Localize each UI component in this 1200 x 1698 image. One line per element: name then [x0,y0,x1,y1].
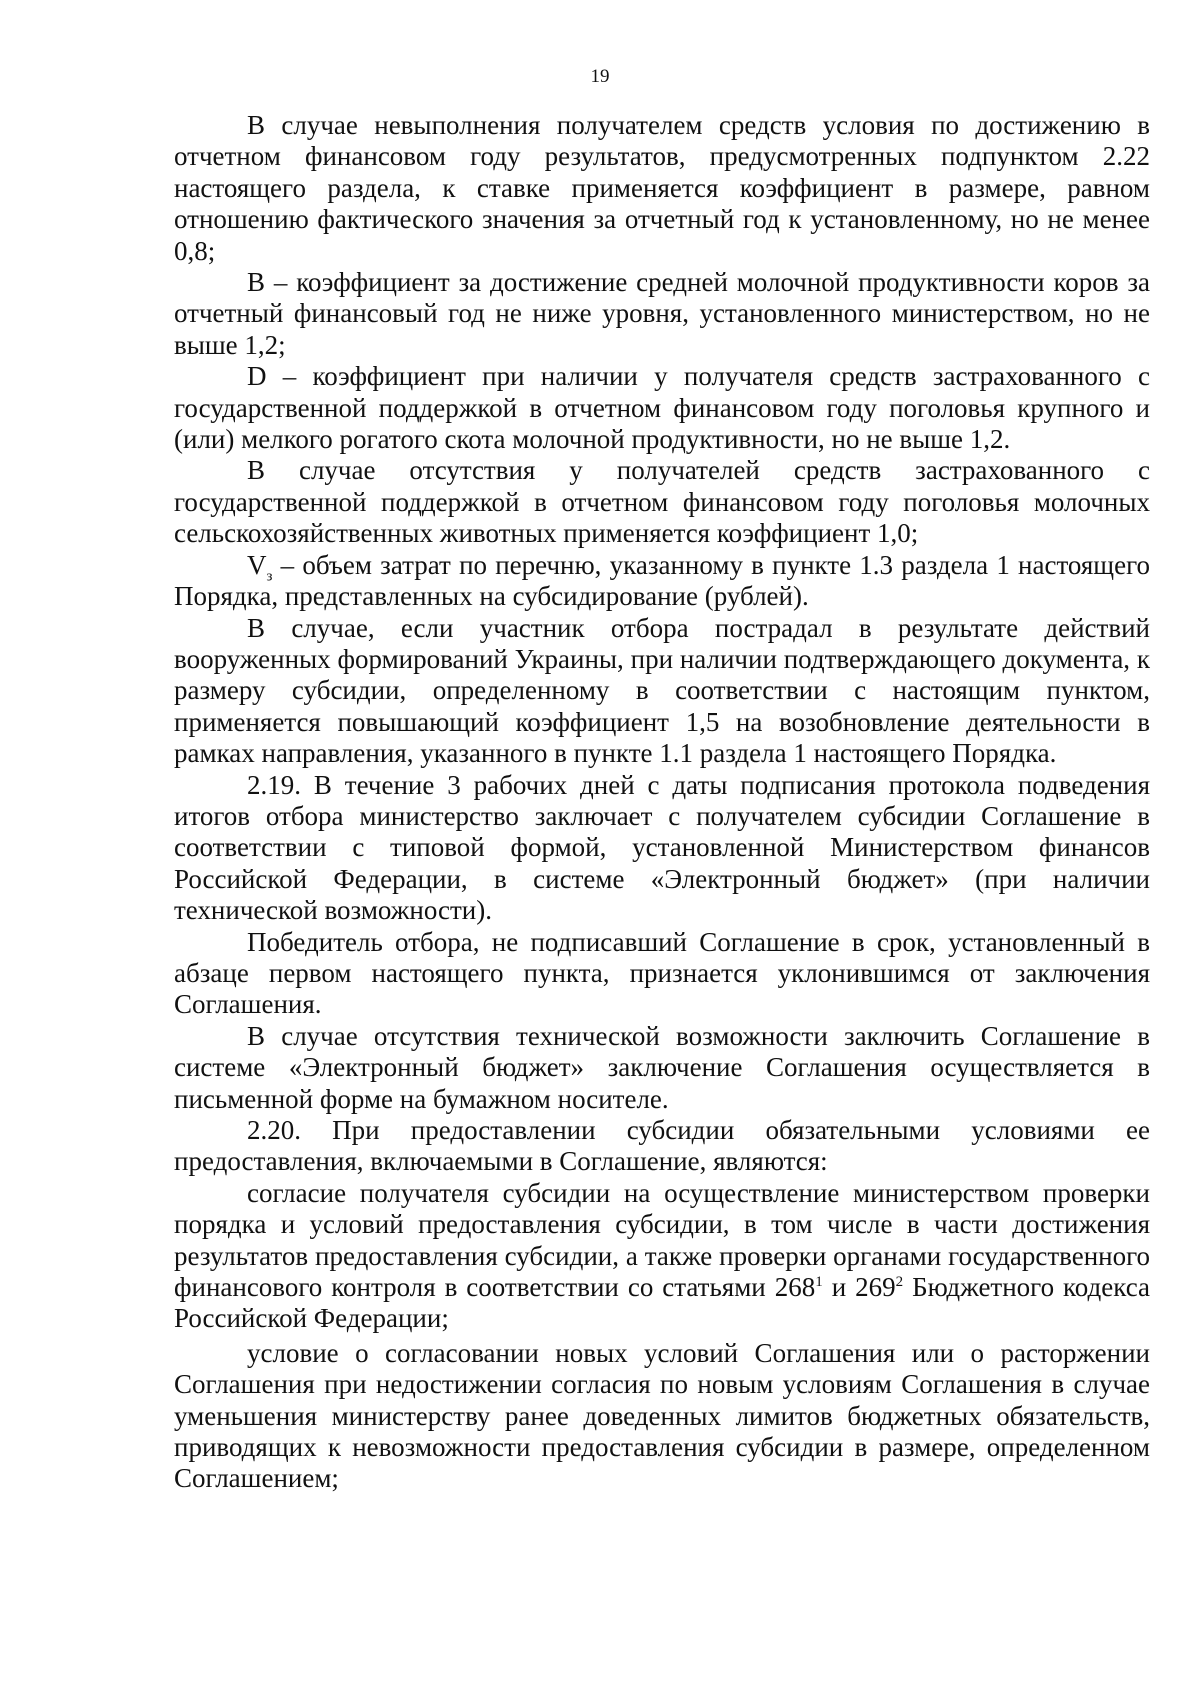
paragraph-volume-of-costs [174,550,1150,613]
article-269-superscript: 2 [895,1274,904,1291]
paragraph-coefficient-b: B – коэффициент за достижение средней молочной продуктивности коров за отчетный финансовый год не ниже уровня, установленного министерством, но не выше 1,2; [174,267,1150,360]
article-268-superscript: 1 [815,1274,823,1291]
volume-symbol: V [247,549,267,580]
paragraph-coefficient-a-condition: В случае невыполнения получателем средств условия по достижению в отчетном финансовом году результатов, предусмотренных подпунктом 2.22 настоящего раздела, к ставке применяется коэффициент в размере, равном отношению фактического значения за отчетный год к установленному, но не менее 0,8; [174,110,1150,266]
paragraph-agreement-amendment: условие о согласовании новых условий Соглашения или о расторжении Соглашения при недостижении согласия по новым условиям Соглашения в случае уменьшения министерству ранее доведенных лимитов бюджетных обязательств, приводящих к невозможности предоставления субсидии в размере, определенном Соглашением; [174,1337,1150,1494]
consent-text-b: и 269 [822,1272,896,1303]
volume-description: – объем затрат по перечню, указанному в пункте 1.3 раздела 1 настоящего Порядка, представленных на субсидирование (рублей). [174,549,1150,612]
paragraph-2-19: 2.19. В течение 3 рабочих дней с даты подписания протокола подведения итогов отбора министерство заключает с получателем субсидии Соглашение в соответствии с типовой формой, установленной Министерством финансов Российской Федерации, в системе «Электронный бюджет» (при наличии технической возможности). [174,769,1150,926]
volume-symbol-subscript: з [266,568,273,585]
paragraph-winner-not-signed: Победитель отбора, не подписавший Соглашение в срок, установленный в абзаце первом настоящего пункта, признается уклонившимся от заключения Соглашения. [174,926,1150,1020]
paragraph-2-20: 2.20. При предоставлении субсидии обязательными условиями ее предоставления, включаемыми в Соглашение, являются: [174,1115,1150,1177]
paragraph-consent-check [174,1178,1150,1335]
document-body [174,110,1150,1495]
page-number: 19 [590,66,610,87]
paragraph-coefficient-d: D – коэффициент при наличии у получателя средств застрахованного с государственной поддержкой в отчетном финансовом году поголовья крупного и (или) мелкого рогатого скота молочной продуктивности, но не выше 1,2. [174,361,1150,455]
paragraph-paper-form: В случае отсутствия технической возможности заключить Соглашение в системе «Электронный бюджет» заключение Соглашения осуществляется в письменной форме на бумажном носителе. [174,1020,1150,1114]
consent-text-c: Бюджетного кодекса Российской Федерации; [174,1272,1150,1334]
paragraph-coefficient-d-absence: В случае отсутствия у получателей средств застрахованного с государственной поддержкой в отчетном финансовом году поголовья молочных сельскохозяйственных животных применяется коэффициент 1,0; [174,455,1150,549]
consent-text-a: согласие получателя субсидии на осуществление министерством проверки порядка и условий предоставления субсидии, в том числе в части достижения результатов предоставления субсидии, а также проверки органами государственного финансового контроля в соответствии со статьями 268 [174,1177,1150,1303]
paragraph-increasing-coefficient: В случае, если участник отбора пострадал в результате действий вооруженных формирований Украины, при наличии подтверждающего документа, к размеру субсидии, определенному в соответствии с настоящим пунктом, применяется повышающий коэффициент 1,5 на возобновление деятельности в рамках направления, указанного в пункте 1.1 раздела 1 настоящего Порядка. [174,612,1150,769]
